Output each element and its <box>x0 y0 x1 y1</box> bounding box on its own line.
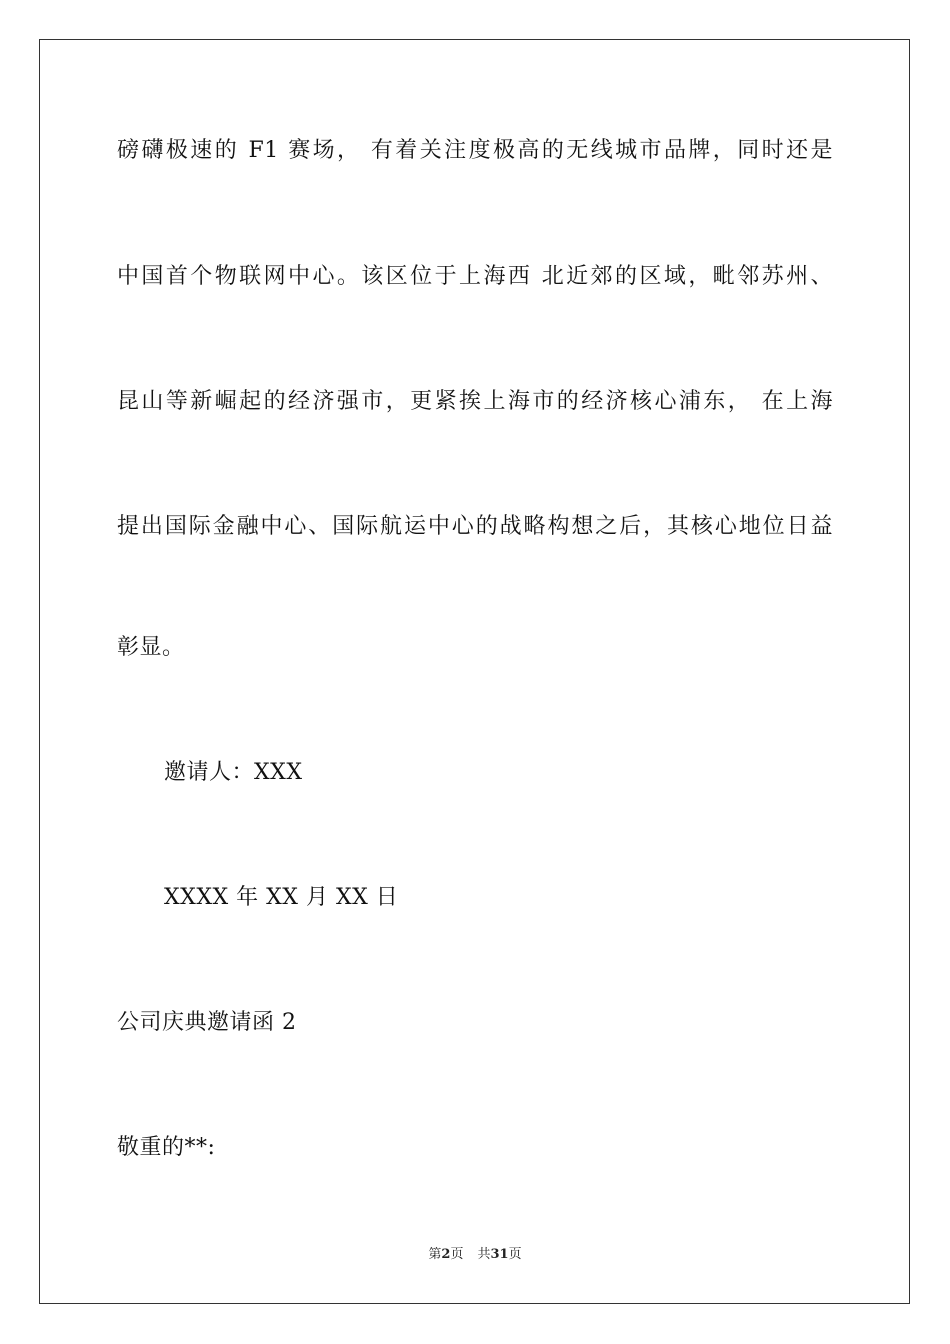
page-current: 2 <box>441 1247 451 1262</box>
section-title: 公司庆典邀请函 2 <box>117 1010 297 1035</box>
page-border <box>39 39 910 1304</box>
date-line: XXXX 年 XX 月 XX 日 <box>164 885 399 910</box>
total-prefix: 共 <box>477 1247 491 1262</box>
total-suffix: 页 <box>508 1247 522 1262</box>
inviter-line: 邀请人：XXX <box>164 760 303 785</box>
body-text-line-4: 提出国际金融中心、国际航运中心的战略构想之后，其核心地位日益 <box>117 514 833 539</box>
body-text-line-3: 昆山等新崛起的经济强市，更紧挨上海市的经济核心浦东， 在上海 <box>117 389 833 414</box>
body-text-line-2: 中国首个物联网中心。该区位于上海西 北近郊的区域，毗邻苏州、 <box>117 264 833 289</box>
page-total: 31 <box>490 1247 509 1262</box>
body-text-line-1: 磅礴极速的 F1 赛场， 有着关注度极高的无线城市品牌，同时还是 <box>117 138 833 163</box>
page-prefix: 第 <box>428 1247 442 1262</box>
body-text-line-5: 彰显。 <box>117 635 185 660</box>
page-suffix: 页 <box>450 1247 464 1262</box>
page-footer <box>0 1246 950 1264</box>
salutation: 敬重的**: <box>117 1135 216 1160</box>
